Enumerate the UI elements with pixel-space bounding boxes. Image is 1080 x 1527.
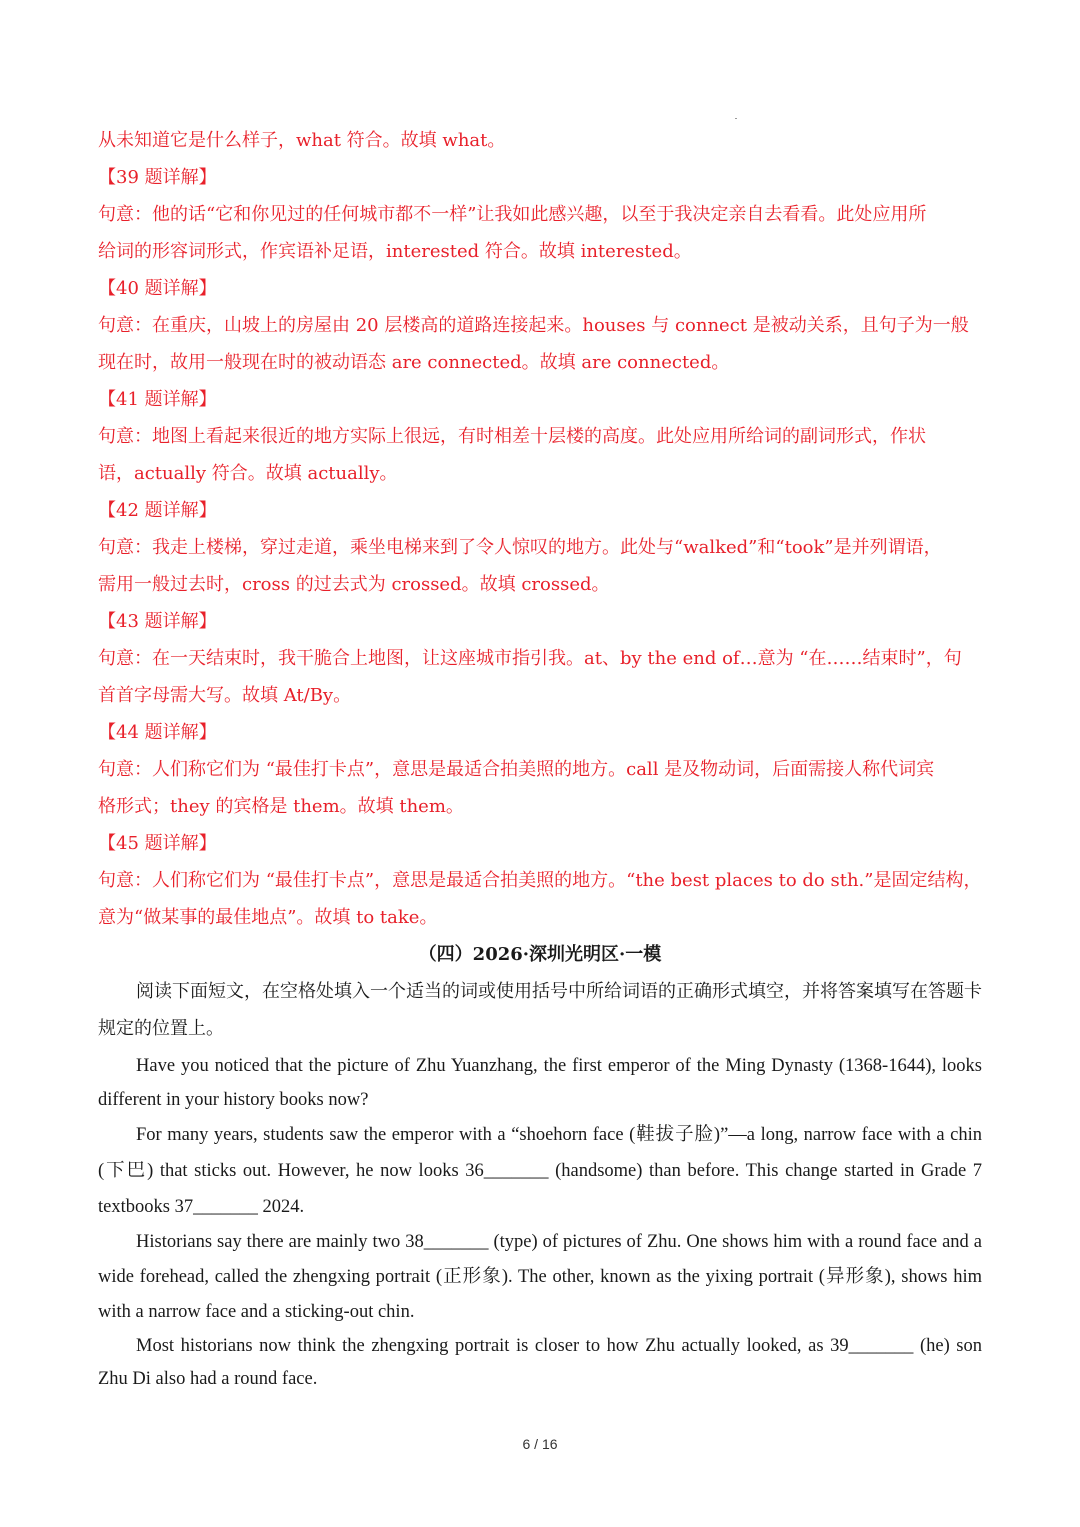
passage-paragraph-3: Historians say there are mainly two 38_______ (type) of pictures of Zhu. One shows him with a round face and a wide forehead, called the zhengxing portrait (正形象). The other, known as the yixing portrait (异形象), shows him with a narrow face and a sticking-out chin. [98, 1232, 982, 1322]
q44-heading: 【44 题详解】 [98, 722, 217, 743]
q39-heading: 【39 题详解】 [98, 167, 217, 188]
q38-explanation-tail: 从未知道它是什么样子，what 符合。故填 what。 [98, 130, 506, 151]
scan-speck [735, 118, 737, 119]
q44-line-1: 句意：人们称它们为 “最佳打卡点”，意思是最适合拍美照的地方。call 是及物动词，后面需接人称代词宾 [98, 759, 935, 780]
passage-paragraph-1: Have you noticed that the picture of Zhu Yuanzhang, the first emperor of the Ming Dynasty (1368-1644), looks different in your history books now? [98, 1056, 982, 1110]
q39-line-2: 给词的形容词形式，作宾语补足语，interested 符合。故填 interested。 [98, 241, 692, 262]
q42-line-1: 句意：我走上楼梯，穿过走道，乘坐电梯来到了令人惊叹的地方。此处与“walked”和“took”是并列谓语， [98, 537, 942, 558]
q45-line-2: 意为“做某事的最佳地点”。故填 to take。 [98, 907, 438, 928]
page-number: 6 / 16 [522, 1436, 558, 1452]
q39-line-1: 句意：他的话“它和你见过的任何城市都不一样”让我如此感兴趣，以至于我决定亲自去看看。此处应用所 [98, 204, 927, 225]
q40-heading: 【40 题详解】 [98, 278, 217, 299]
q43-line-2: 首首字母需大写。故填 At/By。 [98, 685, 352, 706]
section-title: （四）2026·深圳光明区·一模 [418, 944, 662, 965]
q42-heading: 【42 题详解】 [98, 500, 217, 521]
q45-heading: 【45 题详解】 [98, 833, 217, 854]
q44-line-2: 格形式；they 的宾格是 them。故填 them。 [98, 796, 464, 817]
passage-paragraph-4: Most historians now think the zhengxing portrait is closer to how Zhu actually looked, as 39_______ (he) son Zhu Di also had a round face. [98, 1336, 982, 1389]
q42-line-2: 需用一般过去时，cross 的过去式为 crossed。故填 crossed。 [98, 574, 610, 595]
q43-heading: 【43 题详解】 [98, 611, 217, 632]
q45-line-1: 句意：人们称它们为 “最佳打卡点”，意思是最适合拍美照的地方。“the best places to do sth.”是固定结构， [98, 870, 982, 891]
q41-line-2: 语，actually 符合。故填 actually。 [98, 463, 398, 484]
q41-line-1: 句意：地图上看起来很近的地方实际上很远，有时相差十层楼的高度。此处应用所给词的副词形式，作状 [98, 426, 926, 447]
q43-line-1: 句意：在一天结束时，我干脆合上地图，让这座城市指引我。at、by the end of…意为 “在……结束时”，句 [98, 648, 962, 669]
q40-line-1: 句意：在重庆，山坡上的房屋由 20 层楼高的道路连接起来。houses 与 connect 是被动关系，且句子为一般 [98, 315, 969, 336]
section-instruction: 阅读下面短文，在空格处填入一个适当的词或使用括号中所给词语的正确形式填空，并将答案填写在答题卡规定的位置上。 [98, 981, 982, 1039]
q41-heading: 【41 题详解】 [98, 389, 217, 410]
page-content [98, 122, 982, 1396]
q40-line-2: 现在时，故用一般现在时的被动语态 are connected。故填 are connected。 [98, 352, 730, 373]
passage-paragraph-2: For many years, students saw the emperor with a “shoehorn face (鞋拔子脸)”—a long, narrow face with a chin (下巴) that sticks out. However, he now looks 36_______ (handsome) than before. This change started in Grade 7 textbooks 37_______ 2024. [98, 1125, 982, 1217]
